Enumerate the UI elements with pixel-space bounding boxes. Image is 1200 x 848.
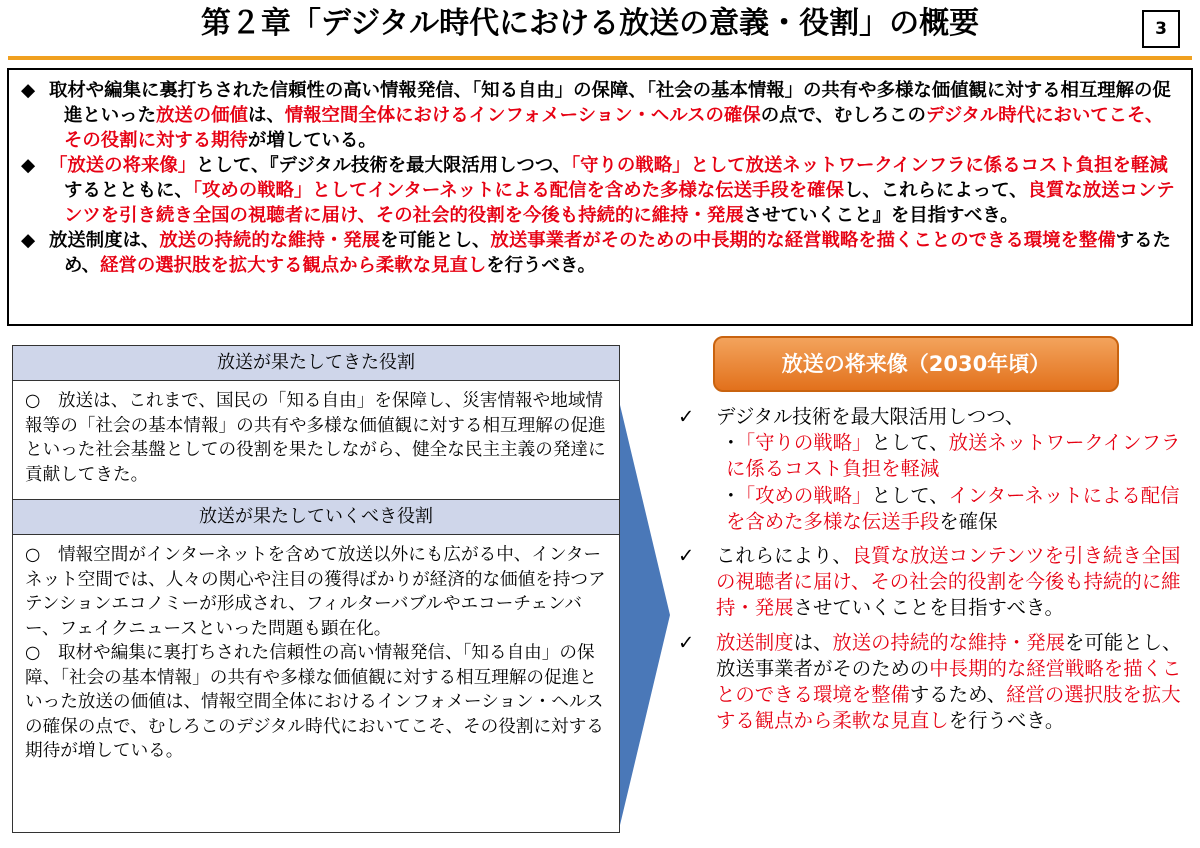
check-icon: ✓ <box>678 630 695 654</box>
vision-text: デジタル技術を最大限活用しつつ、 <box>716 405 1025 428</box>
vision-text: するため、 <box>909 683 1007 707</box>
vision-highlight: 放送の持続的な維持・発展 <box>832 630 1066 654</box>
future-role-paragraph-1: ○ 情報空間がインターネットを含めて放送以外にも広がる中、インターネット空間では、人々の関心や注目の獲得ばかりが経済的な価値を持つアテンションエコノミーが形成され、フィルターバブルやエコーチェンバー、フェイクニュースといった問題も顕在化。 <box>25 545 606 639</box>
future-vision-list <box>672 404 1192 834</box>
summary-box <box>7 68 1193 326</box>
diamond-bullet-icon: ◆ <box>21 155 36 176</box>
summary-highlight: 放送の持続的な維持・発展 <box>159 230 381 251</box>
summary-highlight: 良質な放送コンテンツを引き続き全国の視聴者に届け、その社会的役割を今後も持続的に維持・発展 <box>64 180 1175 226</box>
summary-text: 放送制度は、 <box>49 230 160 251</box>
vision-highlight: インターネットによる配信を含めた多様な伝送手段 <box>726 483 1180 533</box>
summary-text: を可能とし、 <box>380 230 491 251</box>
summary-highlight: 「守りの戦略」として放送ネットワークインフラに係るコスト負担を軽減 <box>570 155 1168 176</box>
vision-item-1 <box>672 404 1192 535</box>
summary-highlight: デジタル時代においてこそ、その役割に対する期待 <box>64 105 1164 151</box>
summary-item-3 <box>19 228 1181 278</box>
vision-highlight: 良質な放送コンテンツを引き続き全国の視聴者に届け、その社会的役割を今後も持続的に維持・発展 <box>716 544 1181 620</box>
summary-text: が増している。 <box>247 130 377 151</box>
vision-highlight: 放送制度 <box>716 630 794 654</box>
vision-item-3 <box>672 630 1192 735</box>
check-icon: ✓ <box>678 544 695 568</box>
section-body-past-role <box>13 381 619 499</box>
diamond-bullet-icon: ◆ <box>21 80 36 101</box>
diamond-bullet-icon: ◆ <box>21 230 36 251</box>
section-body-future-role <box>13 535 619 770</box>
check-icon: ✓ <box>678 405 695 428</box>
section-heading-past-role: 放送が果たしてきた役割 <box>13 346 619 381</box>
vision-text: として、 <box>871 483 949 507</box>
summary-item-2 <box>19 153 1181 228</box>
page-number: 3 <box>1142 10 1180 48</box>
summary-text: させていくこと』を目指すべき。 <box>743 205 1019 226</box>
vision-text: させていくことを目指すべき。 <box>793 596 1064 620</box>
sub-bullet: ･ <box>726 431 736 455</box>
roles-panel <box>12 345 620 833</box>
vision-subitem-offensive <box>716 483 1192 535</box>
vision-highlight: 「攻めの戦略」 <box>735 483 872 507</box>
summary-highlight: 経営の選択肢を拡大する観点から柔軟な見直し <box>100 255 487 276</box>
summary-highlight: 放送事業者がそのための中長期的な経営戦略を描くことのできる環境を整備 <box>490 230 1116 251</box>
page-title: 第２章「デジタル時代における放送の意義・役割」の概要 <box>200 6 980 41</box>
vision-text: は、 <box>793 630 833 654</box>
future-vision-badge: 放送の将来像（2030年頃） <box>713 336 1119 392</box>
summary-highlight: 「放送の将来像」 <box>49 155 197 176</box>
vision-text: を行うべき。 <box>948 709 1065 733</box>
summary-item-1 <box>19 78 1181 153</box>
vision-highlight: 中長期的な経営戦略を描くことのできる環境を整備 <box>716 656 1182 707</box>
header-divider <box>8 56 1192 60</box>
summary-text: を行うべき。 <box>486 255 596 276</box>
summary-highlight: 情報空間全体におけるインフォメーション・ヘルスの確保 <box>284 105 761 126</box>
past-role-paragraph: ○ 放送は、これまで、国民の「知る自由」を保障し、災害情報や地域情報等の「社会の基本情報」の共有や多様な価値観に対する相互理解の促進といった社会基盤としての役割を果たしながら、健全な民主主義の発達に貢献してきた。 <box>25 391 606 485</box>
summary-highlight: 「攻めの戦略」としてインターネットによる配信を含めた多様な伝送手段を確保 <box>192 180 844 201</box>
summary-text: として、『デジタル技術を最大限活用しつつ、 <box>196 155 571 176</box>
vision-text: これらにより、 <box>716 544 852 568</box>
vision-text: を確保 <box>939 509 998 533</box>
summary-highlight: 放送の価値 <box>155 105 248 126</box>
sub-bullet: ･ <box>726 483 736 507</box>
section-heading-future-role: 放送が果たしていくべき役割 <box>13 499 619 535</box>
future-role-paragraph-2: ○ 取材や編集に裏打ちされた信頼性の高い情報発信、「知る自由」の保障、「社会の基本情報」の共有や多様な価値観に対する相互理解の促進といった放送の価値は、情報空間全体におけるインフォメーション・ヘルスの確保の点で、むしろこのデジタル時代においてこそ、その役割に対する期待が増している。 <box>25 643 604 761</box>
summary-text: 取材や編集に裏打ちされた信頼性の高い情報発信、「知る自由」の保障、「社会の基本情報」の共有や多様な価値観に対する相互理解の促進といった <box>49 80 1171 126</box>
vision-subitem-defensive <box>716 430 1192 482</box>
summary-text: は、 <box>247 105 285 126</box>
summary-text: するとともに、 <box>64 180 193 201</box>
vision-highlight: 経営の選択肢を拡大する観点から柔軟な見直し <box>716 683 1181 733</box>
right-arrow-icon <box>620 405 670 825</box>
summary-text: し、これらによって、 <box>843 180 1028 201</box>
summary-text: の点で、むしろこの <box>760 105 926 126</box>
summary-text: するため、 <box>64 230 1171 276</box>
vision-item-2 <box>672 543 1192 622</box>
vision-highlight: 放送ネットワークインフラに係るコスト負担を軽減 <box>726 431 1181 481</box>
vision-highlight: 「守りの戦略」 <box>735 431 872 455</box>
vision-text: を可能とし、放送事業者がそのための <box>716 630 1182 680</box>
vision-text: として、 <box>871 431 949 455</box>
